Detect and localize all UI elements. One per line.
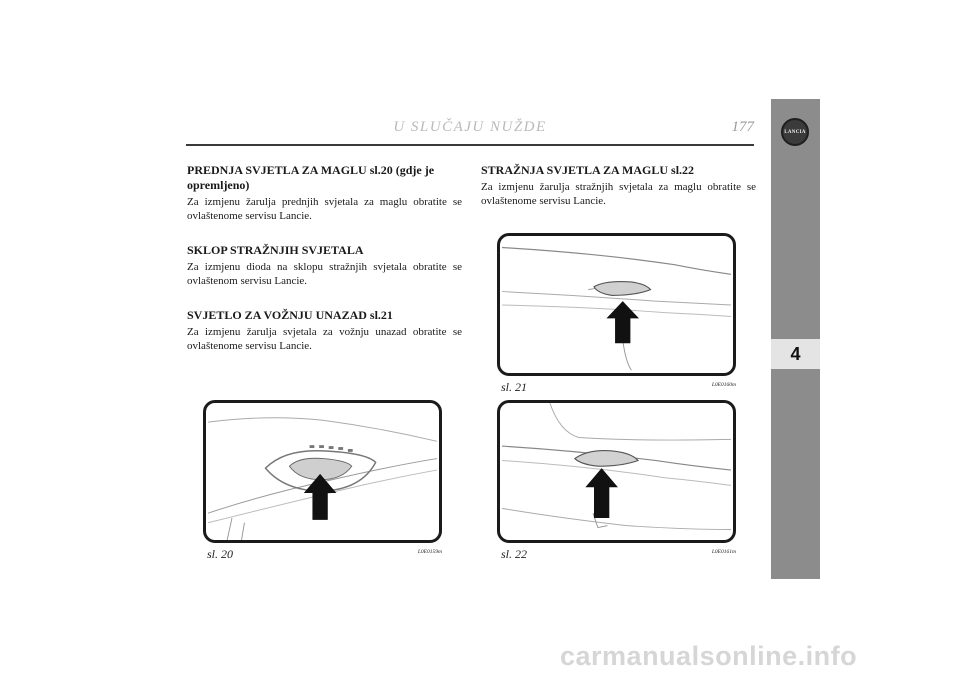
figure-21: [497, 233, 736, 394]
section-heading: SVJETLO ZA VOŽNJU UNAZAD sl.21: [187, 308, 393, 322]
section-reverse-light: [187, 308, 462, 353]
front-fog-light-illustration: [206, 403, 439, 540]
lancia-logo-icon: [781, 118, 809, 146]
figure-frame: [497, 400, 736, 543]
section-text: Za izmjenu dioda na sklopu stražnjih svjetala obratite se ovlaštenom servisu Lancie.: [187, 261, 462, 287]
chapter-tab[interactable]: 4: [771, 339, 820, 369]
figure-frame: [497, 233, 736, 376]
figure-frame: [203, 400, 442, 543]
section-heading: PREDNJA SVJETLA ZA MAGLU sl.20 (gdje je opremljeno): [187, 163, 435, 192]
rear-fog-light-illustration: [500, 403, 733, 540]
right-column: [481, 163, 756, 208]
section-text: Za izmjenu žarulja prednjih svjetala za maglu obratite se ovlaštenome servisu Lancie.: [187, 196, 462, 222]
section-title: U SLUČAJU NUŽDE: [393, 119, 547, 135]
figure-code: L0E0159m: [417, 549, 442, 555]
reverse-light-illustration: [500, 236, 733, 373]
watermark: carmanualsonline.info: [560, 641, 858, 671]
page-number: 177: [731, 119, 754, 135]
chapter-sidebar: [771, 99, 820, 579]
arrow-icon: [585, 468, 618, 518]
section-heading: SKLOP STRAŽNJIH SVJETALA: [187, 243, 364, 257]
arrow-icon: [304, 474, 337, 520]
section-text: Za izmjenu žarulja svjetala za vožnju unazad obratite se ovlaštenome servisu Lancie.: [187, 326, 462, 352]
left-column: [187, 163, 462, 353]
figure-label: sl. 21: [501, 380, 528, 394]
section-rear-fog: [481, 163, 756, 208]
page-header: [186, 119, 754, 145]
section-rear-lights: [187, 243, 462, 288]
header-rule: [186, 144, 754, 146]
figure-code: L0E0161m: [711, 549, 736, 555]
section-front-fog: [187, 163, 462, 223]
section-text: Za izmjenu žarulja stražnjih svjetala za maglu obratite se ovlaštenome servisu Lancie.: [481, 181, 756, 207]
figure-label: sl. 20: [207, 547, 234, 561]
figure-label: sl. 22: [501, 547, 528, 561]
figure-22: [497, 400, 736, 561]
arrow-icon: [606, 301, 639, 343]
figure-20: [203, 400, 442, 561]
section-heading: STRAŽNJA SVJETLA ZA MAGLU sl.22: [481, 163, 695, 177]
logo-text: LANCIA: [784, 129, 806, 135]
figure-code: L0E0160m: [711, 382, 736, 388]
